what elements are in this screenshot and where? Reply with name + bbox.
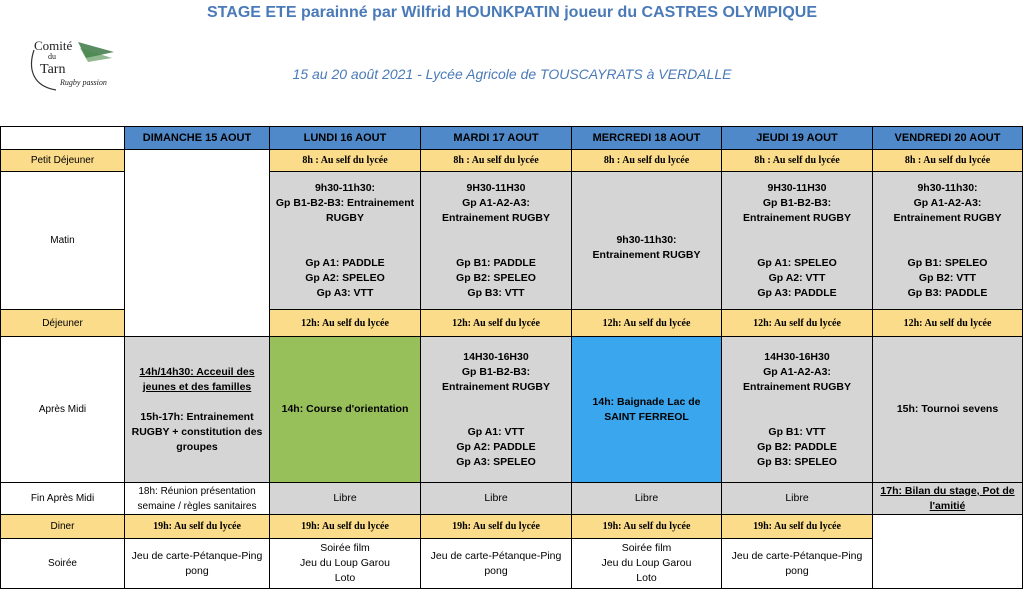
row-label-soiree: Soirée — [1, 539, 125, 589]
activity-text: Gp A1: VTT — [467, 425, 525, 438]
activity-cell-mardi-soiree: Jeu de carte-Pétanque-Ping pong — [421, 539, 572, 589]
meal-cell: 19h: Au self du lycée — [270, 515, 421, 539]
meal-cell: 12h: Au self du lycée — [722, 310, 873, 337]
activity-text: Jeu du Loup Garou — [300, 557, 390, 569]
activity-text: Gp B2: PADDLE — [757, 440, 837, 453]
meal-cell: 8h : Au self du lycée — [270, 150, 421, 172]
activity-text: 17h: Bilan du stage, Pot de — [880, 484, 1015, 497]
activity-text: Jeu du Loup Garou — [601, 557, 692, 569]
libre-cell: Libre — [421, 483, 572, 515]
activity-text: Jeu de carte-Pétanque-Ping — [131, 549, 263, 562]
activity-cell-dimanche-fin-apres-midi — [125, 483, 270, 515]
day-header-jeudi: JEUDI 19 AOUT — [722, 127, 873, 150]
activity-text: Gp A1-A2-A3: — [913, 196, 982, 209]
activity-cell-lundi-apres-midi: 14h: Course d'orientation — [270, 337, 421, 483]
activity-text: RUGBY — [326, 211, 364, 224]
activity-cell-mercredi-matin — [572, 172, 722, 310]
meal-cell: 12h: Au self du lycée — [572, 310, 722, 337]
row-label-dejeuner: Déjeuner — [1, 310, 125, 337]
row-label-matin: Matin — [1, 172, 125, 310]
corner-cell — [1, 127, 125, 150]
activity-cell-jeudi-apres-midi — [722, 337, 873, 483]
activity-cell-vendredi-apres-midi: 15h: Tournoi sevens — [873, 337, 1023, 483]
logo-text-du: du — [48, 52, 56, 61]
meal-cell: 12h: Au self du lycée — [270, 310, 421, 337]
table-row — [1, 337, 1023, 483]
meal-cell: 19h: Au self du lycée — [722, 515, 873, 539]
activity-text: 14h/14h30: Acceuil des — [139, 365, 255, 378]
activity-text: Gp A2: PADDLE — [456, 440, 536, 453]
activity-text: 15h-17h: Entrainement — [140, 410, 254, 423]
activity-text: Gp B1: SPELEO — [907, 256, 988, 269]
empty-cell-vendredi-soir — [873, 515, 1023, 589]
day-header-mercredi: MERCREDI 18 AOUT — [572, 127, 722, 150]
row-label-fin-apres-midi: Fin Après Midi — [1, 483, 125, 515]
meal-cell: 8h : Au self du lycée — [722, 150, 873, 172]
activity-text: 14H30-16H30 — [764, 350, 830, 363]
activity-text: Gp B1-B2-B3: — [461, 365, 531, 378]
table-row — [1, 539, 1023, 589]
meal-cell: 8h : Au self du lycée — [873, 150, 1023, 172]
activity-text: Gp B3: VTT — [467, 286, 525, 299]
activity-text: Gp B2: VTT — [918, 271, 977, 284]
activity-text: 14H30-16H30 — [463, 350, 529, 363]
activity-text: Gp B1: PADDLE — [456, 256, 536, 269]
activity-cell-jeudi-soiree: Jeu de carte-Pétanque-Ping pong — [722, 539, 873, 589]
activity-text: pong — [185, 564, 209, 577]
activity-text: 9h30-11h30: — [917, 181, 978, 194]
meal-cell: 8h : Au self du lycée — [572, 150, 722, 172]
meal-cell: 19h: Au self du lycée — [421, 515, 572, 539]
activity-text: Entrainement RUGBY — [893, 211, 1002, 224]
activity-cell-mardi-matin — [421, 172, 572, 310]
activity-cell-vendredi-matin — [873, 172, 1023, 310]
activity-text: 9h30-11h30: — [314, 181, 376, 194]
empty-cell-dimanche-morning — [125, 150, 270, 337]
activity-text: Entrainement RUGBY — [743, 380, 851, 393]
activity-text: 14h: Baignade Lac de — [592, 395, 701, 408]
activity-text: Soirée film — [320, 542, 370, 554]
activity-text: Gp B3: SPELEO — [757, 455, 837, 468]
table-row — [1, 483, 1023, 515]
activity-cell-mercredi-soiree — [572, 539, 722, 589]
activity-text: Gp A1: SPELEO — [757, 256, 837, 269]
logo-text-tarn: Tarn — [40, 62, 66, 77]
libre-cell: Libre — [572, 483, 722, 515]
meal-cell: 19h: Au self du lycée — [572, 515, 722, 539]
comite-du-tarn-logo — [26, 28, 118, 100]
table-row — [1, 150, 1023, 172]
activity-text: Gp A3: SPELEO — [456, 455, 536, 468]
activity-text: 9h30-11h30: — [616, 234, 677, 246]
activity-text: Gp B2: SPELEO — [456, 271, 536, 284]
activity-text: Entrainement RUGBY — [442, 211, 550, 224]
meal-cell: 19h: Au self du lycée — [125, 515, 270, 539]
activity-text: 9H30-11H30 — [466, 181, 526, 194]
activity-text: Gp A1: PADDLE — [305, 256, 385, 269]
day-header-mardi: MARDI 17 AOUT — [421, 127, 572, 150]
activity-text: Gp A3: VTT — [316, 286, 374, 299]
activity-cell-mercredi-apres-midi — [572, 337, 722, 483]
activity-cell-dimanche-soiree — [125, 539, 270, 589]
activity-text: groupes — [176, 440, 218, 453]
activity-cell-dimanche-apres-midi — [125, 337, 270, 483]
activity-text: Entrainement RUGBY — [442, 380, 550, 393]
row-label-petit-dejeuner: Petit Déjeuner — [1, 150, 125, 172]
activity-text: Gp B1-B2-B3: Entrainement — [275, 196, 415, 209]
activity-text: Gp A1-A2-A3: — [462, 196, 530, 209]
logo-text-comite: Comité — [34, 38, 73, 53]
activity-text: Gp B1: VTT — [768, 425, 826, 438]
libre-cell: Libre — [270, 483, 421, 515]
activity-text: Gp A2: SPELEO — [305, 271, 385, 284]
row-label-diner: Diner — [1, 515, 125, 539]
activity-cell-jeudi-matin — [722, 172, 873, 310]
page-subtitle: 15 au 20 août 2021 - Lycée Agricole de TOUSCAYRATS à VERDALLE — [292, 66, 732, 82]
activity-text: Soirée film — [621, 542, 672, 554]
meal-cell: 12h: Au self du lycée — [421, 310, 572, 337]
activity-text: RUGBY + constitution des — [131, 425, 263, 438]
schedule-table — [0, 126, 1023, 589]
activity-cell-vendredi-fin-apres-midi — [873, 483, 1023, 515]
activity-text: 18h: Réunion présentation — [138, 485, 256, 497]
table-header-row — [1, 127, 1023, 150]
activity-text: Gp A3: PADDLE — [757, 286, 837, 299]
activity-text: Gp A2: VTT — [768, 271, 826, 284]
activity-text: Entrainement RUGBY — [592, 249, 701, 261]
activity-text: l'amitié — [929, 499, 966, 512]
activity-text: Loto — [334, 572, 356, 584]
activity-text: Gp A1-A2-A3: — [763, 365, 831, 378]
logo-text-rugby-passion: Rugby passion — [60, 78, 107, 87]
activity-cell-mardi-apres-midi — [421, 337, 572, 483]
activity-text: jeunes et des familles — [142, 380, 252, 393]
day-header-lundi: LUNDI 16 AOUT — [270, 127, 421, 150]
activity-text: SAINT FERREOL — [604, 410, 689, 423]
day-header-dimanche: DIMANCHE 15 AOUT — [125, 127, 270, 150]
activity-text: Loto — [636, 572, 657, 584]
activity-cell-lundi-soiree — [270, 539, 421, 589]
libre-cell: Libre — [722, 483, 873, 515]
meal-cell: 12h: Au self du lycée — [873, 310, 1023, 337]
activity-text: semaine / règles sanitaires — [137, 500, 257, 512]
activity-text: Entrainement RUGBY — [743, 211, 851, 224]
activity-text: 9H30-11H30 — [767, 181, 827, 194]
row-label-apres-midi: Après Midi — [1, 337, 125, 483]
activity-cell-lundi-matin — [270, 172, 421, 310]
meal-cell: 8h : Au self du lycée — [421, 150, 572, 172]
activity-text: Gp B1-B2-B3: — [762, 196, 832, 209]
activity-text: Gp B3: PADDLE — [907, 286, 988, 299]
page-title: STAGE ETE parainné par Wilfrid HOUNKPATIN joueur du CASTRES OLYMPIQUE — [207, 4, 817, 21]
table-row — [1, 515, 1023, 539]
day-header-vendredi: VENDREDI 20 AOUT — [873, 127, 1023, 150]
